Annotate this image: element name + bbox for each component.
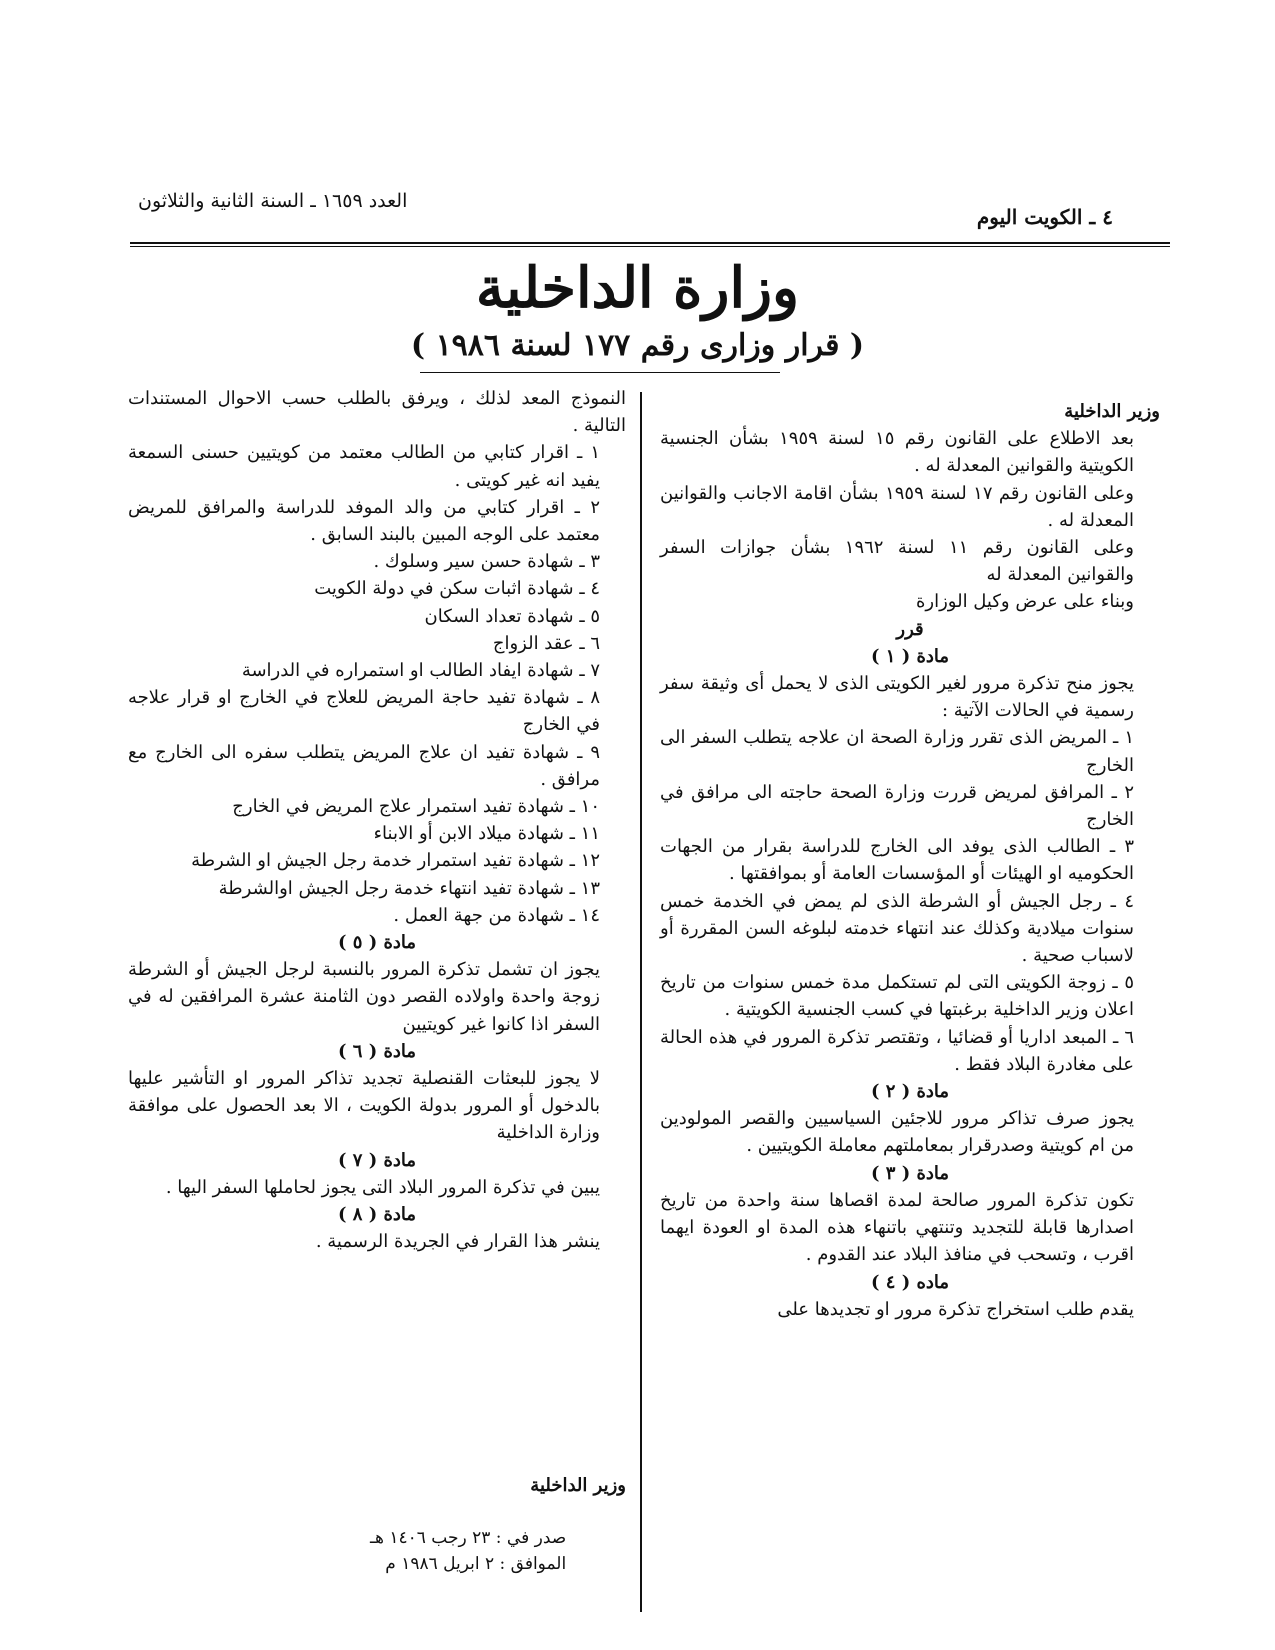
list-item: ٥ ـ زوجة الكويتى التى لم تستكمل مدة خمس سنوات من تاريخ اعلان وزير الداخلية برغبتها في كسب الجنسية الكويتية . (660, 972, 1134, 1021)
list-item: ٦ ـ المبعد اداريا أو قضائيا ، وتقتصر تذكرة المرور في هذه الحالة على مغادرة البلاد فقط . (660, 1026, 1134, 1075)
list-item: ١ ـ المريض الذى تقرر وزارة الصحة ان علاجه يتطلب السفر الى الخارج (660, 727, 1134, 776)
page-and-paper-name: ٤ ـ الكويت اليوم (976, 205, 1113, 229)
list-item: ٣ ـ الطالب الذى يوفد الى الخارج للدراسة بقرار من الجهات الحكوميه او الهيئات أو المؤسسات العامة أو بموافقتها . (660, 836, 1134, 885)
list-item: ٨ ـ شهادة تفيد حاجة المريض للعلاج في الخارج او قرار علاجه في الخارج (128, 687, 600, 736)
list-item: ١١ ـ شهادة ميلاد الابن أو الابناء (373, 823, 600, 845)
issue-number: العدد ١٦٥٩ ـ السنة الثانية والثلاثون (138, 190, 408, 212)
list-item: ١٣ ـ شهادة تفيد انتهاء خدمة رجل الجيش اوالشرطة (218, 877, 600, 899)
article-7-title: مادة ( ٧ ) (337, 1149, 417, 1171)
issue-date-block (370, 1525, 566, 1577)
article-6-text: لا يجوز للبعثات القنصلية تجديد تذاكر المرور او التأشير عليها بالدخول أو المرور بدولة الكويت ، الا بعد الحصول على موافقة وزارة الداخلية (128, 1068, 600, 1144)
issued-gregorian: الموافق : ٢ ابريل ١٩٨٦ م (385, 1554, 567, 1574)
list-item: ٧ ـ شهادة ايفاد الطالب او استمراره في الدراسة (241, 660, 600, 682)
list-item: ٩ ـ شهادة تفيد ان علاج المريض يتطلب سفره الى الخارج مع مرافق . (128, 741, 600, 790)
article-5-title: مادة ( ٥ ) (337, 932, 417, 954)
minister-signature: وزير الداخلية (530, 1475, 626, 1496)
decree-title: ( قرار وزارى رقم ١٧٧ لسنة ١٩٨٦ ) (410, 328, 865, 363)
article-7-text: يبين في تذكرة المرور البلاد التى يجوز لحاملها السفر اليها . (165, 1176, 600, 1198)
issued-hijri: صدر في : ٢٣ رجب ١٤٠٦ هـ (370, 1528, 567, 1548)
list-item: ٢ ـ المرافق لمريض قررت وزارة الصحة حاجته الى مرافق في الخارج (660, 781, 1134, 831)
header-rule (130, 242, 1170, 244)
article-2-text: يجوز صرف تذاكر مرور للاجئين السياسيين والقصر المولودين من ام كويتية وصدرقرار بمعاملتهم معاملة الكويتيين . (660, 1108, 1134, 1157)
list-item: ٤ ـ شهادة اثبات سكن في دولة الكويت (314, 578, 600, 600)
list-item: ١٢ ـ شهادة تفيد استمرار خدمة رجل الجيش او الشرطة (191, 850, 600, 872)
preamble-paragraph: وعلى القانون رقم ١٧ لسنة ١٩٥٩ بشأن اقامة الاجانب والقوانين المعدلة له . (660, 482, 1134, 531)
article-2-title: مادة ( ٢ ) (870, 1081, 950, 1103)
column-divider (640, 392, 642, 1612)
article-3-title: مادة ( ٣ ) (870, 1162, 950, 1184)
article-4-continuation: النموذج المعد لذلك ، ويرفق بالطلب حسب الاحوال المستندات التالية . (128, 388, 626, 437)
preamble-paragraph: وعلى القانون رقم ١١ لسنة ١٩٦٢ بشأن جوازات السفر والقوانين المعدلة له (660, 537, 1134, 586)
article-4-text: يقدم طلب استخراج تذكرة مرور او تجديدها على (777, 1298, 1134, 1320)
list-item: ١ ـ اقرار كتابي من الطالب معتمد من كويتيين حسنى السمعة يفيد انه غير كويتى . (128, 442, 600, 491)
ministry-title: وزارة الداخلية (475, 255, 800, 321)
article-5-text: يجوز ان تشمل تذكرة المرور بالنسبة لرجل الجيش أو الشرطة زوجة واحدة واولاده القصر دون الثامنة عشرة المرافقين له في السفر اذا كانوا غير كويتيين (128, 959, 600, 1035)
list-item: ٢ ـ اقرار كتابي من والد الموفد للدراسة والمرافق للمريض معتمد على الوجه المبين بالبند السابق . (128, 496, 600, 546)
article-8-title: مادة ( ٨ ) (337, 1204, 417, 1226)
article-1-title: مادة ( ١ ) (870, 645, 950, 667)
left-column (128, 385, 626, 1256)
preamble-paragraph: وبناء على عرض وكيل الوزارة (915, 591, 1134, 613)
list-item: ٥ ـ شهادة تعداد السكان (424, 605, 600, 627)
article-4-title: ماده ( ٤ ) (870, 1271, 950, 1293)
list-item: ١٠ ـ شهادة تفيد استمرار علاج المريض في الخارج (232, 796, 600, 818)
article-6-title: مادة ( ٦ ) (337, 1040, 417, 1062)
right-column (660, 398, 1160, 1323)
list-item: ٦ ـ عقد الزواج (492, 632, 600, 654)
addressee: وزير الداخلية (1064, 401, 1160, 422)
article-3-text: تكون تذكرة المرور صالحة لمدة اقصاها سنة واحدة من تاريخ اصدارها قابلة للتجديد وتنتهي باتنهاء هذه المدة او العودة ايهما اقرب ، وتسحب في منافذ البلاد عند القدوم . (660, 1189, 1134, 1266)
article-8-text: ينشر هذا القرار في الجريدة الرسمية . (315, 1231, 600, 1253)
list-item: ١٤ ـ شهادة من جهة العمل . (393, 904, 600, 926)
article-1-intro: يجوز منح تذكرة مرور لغير الكويتى الذى لا يحمل أى وثيقة سفر رسمية في الحالات الآتية : (660, 673, 1134, 722)
decides-heading: قرر (896, 618, 924, 640)
preamble-paragraph: بعد الاطلاع على القانون رقم ١٥ لسنة ١٩٥٩ بشأن الجنسية الكويتية والقوانين المعدلة له . (660, 428, 1135, 477)
header-rule-thin (130, 246, 1170, 247)
title-underline (420, 372, 780, 373)
list-item: ٤ ـ رجل الجيش أو الشرطة الذى لم يمض في الخدمة خمس سنوات ميلادية وكذلك عند انتهاء خدمته لبلوغه السن المقررة أو لاسباب صحية . (660, 890, 1134, 967)
list-item: ٣ ـ شهادة حسن سير وسلوك . (373, 551, 600, 573)
